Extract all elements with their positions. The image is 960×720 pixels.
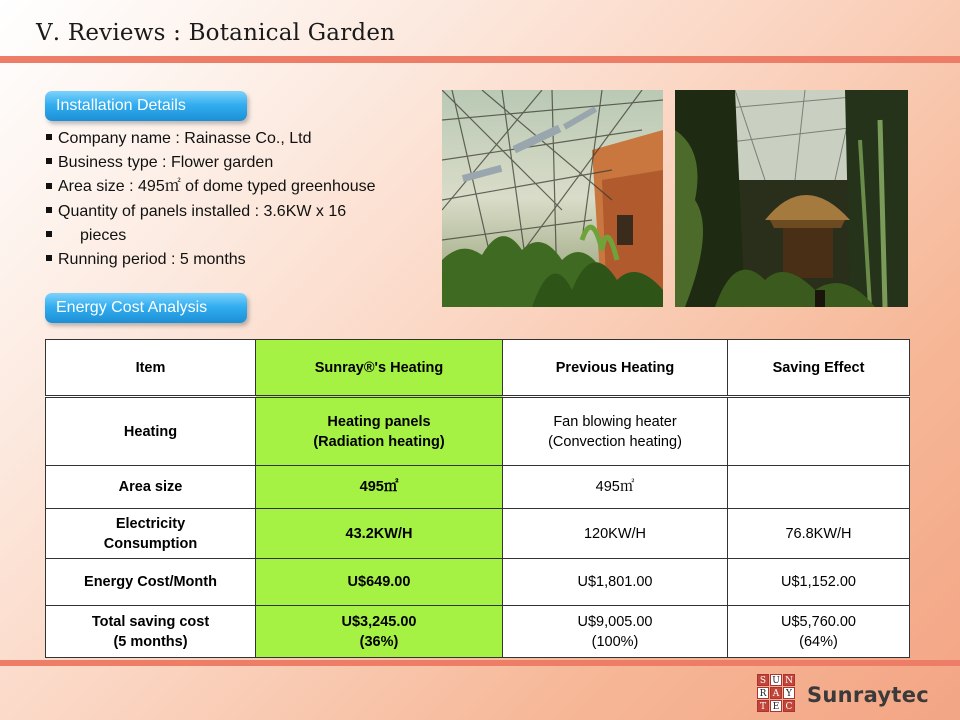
row-label: Area size	[46, 466, 256, 509]
row-label: Energy Cost/Month	[46, 559, 256, 606]
previous-cell: 495㎡	[503, 466, 728, 509]
saving-cell: 76.8KW/H	[728, 509, 910, 559]
table-row	[46, 509, 910, 559]
header-item: Item	[46, 340, 256, 397]
table-row	[46, 606, 910, 658]
header-sunray-heating: Sunray®'s Heating	[256, 340, 503, 397]
top-divider	[0, 56, 960, 63]
row-label: Total saving cost (5 months)	[46, 606, 256, 658]
garden-hut-photo	[675, 90, 908, 307]
logo-letter-grid: S U N R A Y T E C	[757, 674, 796, 714]
energy-cost-table	[45, 339, 910, 658]
saving-cell: U$5,760.00 (64%)	[728, 606, 910, 658]
bullet-icon	[46, 158, 52, 164]
previous-cell: 120KW/H	[503, 509, 728, 559]
sunray-cell: 43.2KW/H	[256, 509, 503, 559]
previous-cell: Fan blowing heater (Convection heating)	[503, 397, 728, 466]
sunray-cell: U$3,245.00 (36%)	[256, 606, 503, 658]
detail-business-type: Business type : Flower garden	[46, 151, 436, 175]
previous-cell: U$9,005.00 (100%)	[503, 606, 728, 658]
header-previous-heating: Previous Heating	[503, 340, 728, 397]
table-header-row	[46, 340, 910, 397]
sunray-cell: U$649.00	[256, 559, 503, 606]
table-row	[46, 559, 910, 606]
saving-cell	[728, 466, 910, 509]
bullet-icon	[46, 231, 52, 237]
row-label: Heating	[46, 397, 256, 466]
slide-title: Ⅴ. Reviews : Botanical Garden	[36, 20, 396, 46]
bullet-icon	[46, 134, 52, 140]
bullet-icon	[46, 207, 52, 213]
previous-cell: U$1,801.00	[503, 559, 728, 606]
sunray-cell: 495㎡	[256, 466, 503, 509]
detail-company: Company name : Rainasse Co., Ltd	[46, 127, 436, 151]
detail-panels: Quantity of panels installed : 3.6KW x 16	[46, 200, 436, 224]
installation-details-list	[46, 127, 436, 272]
energy-cost-analysis-heading: Energy Cost Analysis	[45, 293, 247, 323]
header-saving-effect: Saving Effect	[728, 340, 910, 397]
dome-greenhouse-interior-photo	[442, 90, 663, 307]
detail-running-period: Running period : 5 months	[46, 248, 436, 272]
table-row	[46, 466, 910, 509]
detail-panels-continued: pieces	[46, 224, 436, 248]
sunraytec-logo	[757, 674, 930, 714]
saving-cell	[728, 397, 910, 466]
saving-cell: U$1,152.00	[728, 559, 910, 606]
bullet-icon	[46, 183, 52, 189]
logo-wordmark: Sunraytec	[807, 683, 930, 707]
detail-area-size: Area size : 495㎡ of dome typed greenhouse	[46, 175, 436, 199]
row-label: Electricity Consumption	[46, 509, 256, 559]
bottom-divider	[0, 660, 960, 666]
bullet-icon	[46, 255, 52, 261]
sunray-cell: Heating panels (Radiation heating)	[256, 397, 503, 466]
installation-details-heading: Installation Details	[45, 91, 247, 121]
table-row	[46, 397, 910, 466]
